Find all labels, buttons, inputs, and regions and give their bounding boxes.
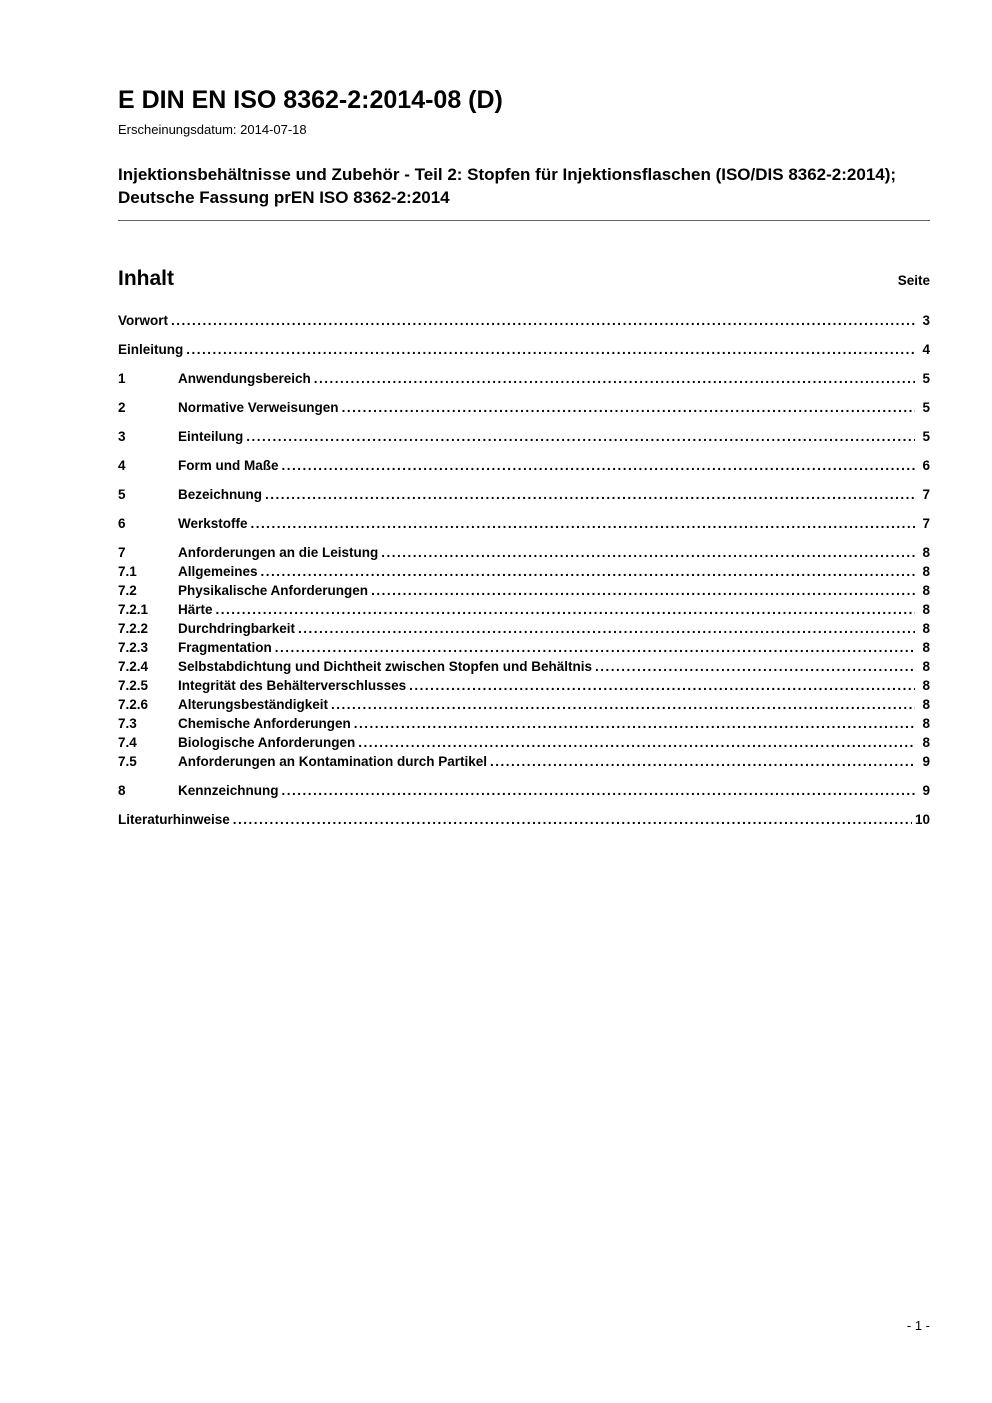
toc-dot-leader bbox=[314, 369, 915, 388]
toc-entry-title: Härte bbox=[178, 601, 213, 617]
toc-entry-title: Physikalische Anforderungen bbox=[178, 582, 369, 598]
toc-entry-title: Durchdringbarkeit bbox=[178, 620, 296, 636]
toc-dot-leader bbox=[275, 638, 915, 657]
toc-entry bbox=[118, 485, 930, 504]
toc-entry-page: 8 bbox=[922, 715, 930, 731]
toc-entry bbox=[118, 581, 930, 600]
document-id: E DIN EN ISO 8362-2:2014-08 (D) bbox=[118, 86, 503, 114]
toc-entry bbox=[118, 562, 930, 581]
toc-entry bbox=[118, 456, 930, 475]
toc-entry-number: 2 bbox=[118, 399, 126, 415]
toc-entry-number: 7.5 bbox=[118, 753, 137, 769]
toc-dot-leader bbox=[216, 600, 915, 619]
toc-entry-title: Anforderungen an die Leistung bbox=[178, 544, 379, 560]
toc-entry bbox=[118, 657, 930, 676]
toc-entry-title: Anwendungsbereich bbox=[178, 370, 311, 386]
toc-entry-title: Fragmentation bbox=[178, 639, 272, 655]
toc-dot-leader bbox=[490, 752, 915, 771]
toc-entry-page: 8 bbox=[922, 639, 930, 655]
toc-list bbox=[118, 311, 930, 829]
toc-entry-page: 8 bbox=[922, 563, 930, 579]
toc-heading: Inhalt bbox=[118, 266, 174, 290]
toc-entry bbox=[118, 600, 930, 619]
toc-dot-leader bbox=[246, 427, 915, 446]
toc-entry-number: 7.1 bbox=[118, 563, 137, 579]
toc-entry bbox=[118, 676, 930, 695]
toc-entry-number: 7.3 bbox=[118, 715, 137, 731]
toc-dot-leader bbox=[354, 714, 915, 733]
toc-entry bbox=[118, 311, 930, 330]
toc-entry-title: Vorwort bbox=[118, 312, 168, 328]
toc-entry bbox=[118, 638, 930, 657]
toc-entry-title: Kennzeichnung bbox=[178, 782, 279, 798]
toc-entry-title: Chemische Anforderungen bbox=[178, 715, 351, 731]
toc-entry-number: 3 bbox=[118, 428, 126, 444]
toc-entry bbox=[118, 810, 930, 829]
toc-entry-number: 7.2.2 bbox=[118, 620, 149, 636]
toc-entry-page: 7 bbox=[922, 515, 930, 531]
toc-entry-page: 4 bbox=[922, 341, 930, 357]
toc-entry-page: 8 bbox=[922, 696, 930, 712]
toc-dot-leader bbox=[282, 456, 916, 475]
toc-dot-leader bbox=[251, 514, 915, 533]
toc-entry-number: 7.2.1 bbox=[118, 601, 149, 617]
document-title: Injektionsbehältnisse und Zubehör - Teil 2: Stopfen für Injektionsflaschen (ISO/DIS 8362-2:2014); Deutsche Fassung prEN ISO 8362-2:2014 bbox=[118, 164, 930, 221]
toc-entry-page: 9 bbox=[922, 753, 930, 769]
page-number: - 1 - bbox=[906, 1318, 930, 1333]
toc-entry-title: Alterungsbeständigkeit bbox=[178, 696, 329, 712]
toc-entry-number: 7.2.6 bbox=[118, 696, 149, 712]
toc-entry-number: 4 bbox=[118, 457, 126, 473]
toc-entry-number: 7.2.5 bbox=[118, 677, 149, 693]
toc-entry-number: 1 bbox=[118, 370, 126, 386]
toc-entry-number: 7.2.4 bbox=[118, 658, 149, 674]
toc-entry bbox=[118, 781, 930, 800]
toc-dot-leader bbox=[358, 733, 915, 752]
toc-dot-leader bbox=[233, 810, 912, 829]
toc-entry-page: 5 bbox=[922, 428, 930, 444]
toc-entry-page: 5 bbox=[922, 370, 930, 386]
toc-entry-title: Anforderungen an Kontamination durch Partikel bbox=[178, 753, 488, 769]
toc-entry-page: 8 bbox=[922, 601, 930, 617]
toc-entry bbox=[118, 427, 930, 446]
toc-entry bbox=[118, 514, 930, 533]
toc-entry bbox=[118, 543, 930, 562]
toc-entry bbox=[118, 398, 930, 417]
publication-date: Erscheinungsdatum: 2014-07-18 bbox=[118, 121, 307, 137]
toc-header bbox=[118, 267, 930, 291]
toc-entry-page: 8 bbox=[922, 677, 930, 693]
toc-entry-number: 5 bbox=[118, 486, 126, 502]
toc-entry-page: 8 bbox=[922, 658, 930, 674]
toc-dot-leader bbox=[186, 340, 915, 359]
toc-entry-page: 7 bbox=[922, 486, 930, 502]
toc-entry-number: 7 bbox=[118, 544, 126, 560]
toc-dot-leader bbox=[381, 543, 915, 562]
toc-dot-leader bbox=[261, 562, 915, 581]
toc-entry bbox=[118, 369, 930, 388]
toc-dot-leader bbox=[282, 781, 916, 800]
toc-entry-title: Literaturhinweise bbox=[118, 811, 230, 827]
toc-entry-page: 8 bbox=[922, 734, 930, 750]
toc-entry-title: Allgemeines bbox=[178, 563, 258, 579]
toc-entry bbox=[118, 714, 930, 733]
toc-dot-leader bbox=[331, 695, 915, 714]
toc-entry-title: Normative Verweisungen bbox=[178, 399, 339, 415]
toc-entry-title: Werkstoffe bbox=[178, 515, 248, 531]
toc-dot-leader bbox=[298, 619, 915, 638]
toc-dot-leader bbox=[342, 398, 915, 417]
toc-entry bbox=[118, 695, 930, 714]
toc-entry-title: Einteilung bbox=[178, 428, 244, 444]
toc-dot-leader bbox=[409, 676, 915, 695]
toc-entry-number: 6 bbox=[118, 515, 126, 531]
toc-entry-page: 10 bbox=[914, 811, 930, 827]
toc-entry-title: Biologische Anforderungen bbox=[178, 734, 356, 750]
toc-entry-page: 5 bbox=[922, 399, 930, 415]
toc-entry-title: Form und Maße bbox=[178, 457, 279, 473]
toc-entry-number: 7.2 bbox=[118, 582, 137, 598]
toc-entry-page: 9 bbox=[922, 782, 930, 798]
toc-entry-number: 7.2.3 bbox=[118, 639, 149, 655]
toc-dot-leader bbox=[595, 657, 915, 676]
toc-entry-number: 8 bbox=[118, 782, 126, 798]
toc-dot-leader bbox=[171, 311, 915, 330]
toc-entry-page: 8 bbox=[922, 544, 930, 560]
toc-entry-number: 7.4 bbox=[118, 734, 137, 750]
toc-entry-page: 8 bbox=[922, 620, 930, 636]
toc-dot-leader bbox=[265, 485, 915, 504]
toc-entry-title: Selbstabdichtung und Dichtheit zwischen Stopfen und Behältnis bbox=[178, 658, 593, 674]
toc-entry-page: 6 bbox=[922, 457, 930, 473]
toc-entry bbox=[118, 733, 930, 752]
toc-entry-title: Bezeichnung bbox=[178, 486, 263, 502]
toc-page-column-label: Seite bbox=[897, 272, 930, 288]
toc-entry-page: 3 bbox=[922, 312, 930, 328]
toc-entry bbox=[118, 752, 930, 771]
toc-entry-page: 8 bbox=[922, 582, 930, 598]
toc-entry-title: Integrität des Behälterverschlusses bbox=[178, 677, 407, 693]
toc-entry bbox=[118, 340, 930, 359]
toc-dot-leader bbox=[371, 581, 915, 600]
toc-entry bbox=[118, 619, 930, 638]
toc-entry-title: Einleitung bbox=[118, 341, 184, 357]
